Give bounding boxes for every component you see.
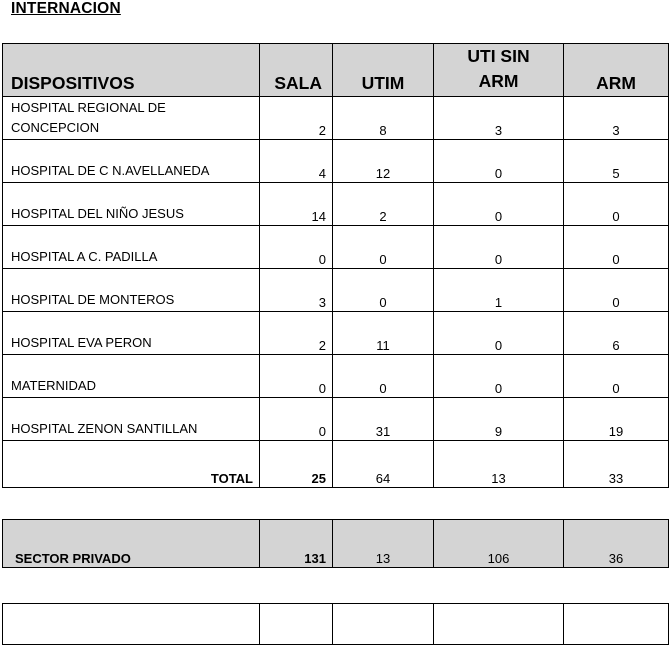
sector-privado-arm: 36 bbox=[564, 520, 669, 568]
empty-cell bbox=[434, 604, 564, 645]
total-sala: 25 bbox=[260, 441, 333, 488]
row-arm: 6 bbox=[564, 312, 669, 355]
table-row bbox=[3, 183, 669, 226]
row-sala: 14 bbox=[260, 183, 333, 226]
internacion-table bbox=[2, 43, 669, 488]
sector-privado-uti-sin-arm: 106 bbox=[434, 520, 564, 568]
row-name-line2: HOSPITAL ZENON SANTILLAN bbox=[11, 421, 198, 436]
row-arm: 19 bbox=[564, 398, 669, 441]
row-name-line2: HOSPITAL DE MONTEROS bbox=[11, 292, 175, 307]
row-uti-sin-arm: 0 bbox=[434, 140, 564, 183]
row-sala: 0 bbox=[260, 226, 333, 269]
row-name-line2: HOSPITAL DEL NIÑO JESUS bbox=[11, 206, 184, 221]
table-row bbox=[3, 269, 669, 312]
row-name bbox=[3, 355, 260, 398]
row-arm: 0 bbox=[564, 183, 669, 226]
header-arm: ARM bbox=[564, 44, 669, 97]
row-sala: 4 bbox=[260, 140, 333, 183]
row-utim: 0 bbox=[333, 269, 434, 312]
row-name bbox=[3, 312, 260, 355]
total-row bbox=[3, 441, 669, 488]
row-uti-sin-arm: 0 bbox=[434, 355, 564, 398]
row-utim: 11 bbox=[333, 312, 434, 355]
header-sala: SALA bbox=[260, 44, 333, 97]
empty-cell bbox=[333, 604, 434, 645]
table-row bbox=[3, 140, 669, 183]
row-utim: 0 bbox=[333, 355, 434, 398]
row-utim: 0 bbox=[333, 226, 434, 269]
row-arm: 3 bbox=[564, 97, 669, 140]
sector-privado-utim: 13 bbox=[333, 520, 434, 568]
total-arm: 33 bbox=[564, 441, 669, 488]
table-row bbox=[3, 226, 669, 269]
row-name bbox=[3, 398, 260, 441]
row-sala: 2 bbox=[260, 97, 333, 140]
row-utim: 31 bbox=[333, 398, 434, 441]
empty-table bbox=[2, 603, 669, 645]
header-uti-sin-arm bbox=[434, 44, 564, 97]
empty-row bbox=[3, 604, 669, 645]
row-name bbox=[3, 226, 260, 269]
header-utim: UTIM bbox=[333, 44, 434, 97]
row-uti-sin-arm: 0 bbox=[434, 226, 564, 269]
sector-privado-sala: 131 bbox=[260, 520, 333, 568]
row-name bbox=[3, 183, 260, 226]
row-uti-sin-arm: 3 bbox=[434, 97, 564, 140]
row-arm: 0 bbox=[564, 226, 669, 269]
empty-cell bbox=[3, 604, 260, 645]
row-utim: 8 bbox=[333, 97, 434, 140]
row-arm: 0 bbox=[564, 269, 669, 312]
row-uti-sin-arm: 0 bbox=[434, 312, 564, 355]
table-header-row bbox=[3, 44, 669, 97]
row-name-line2: HOSPITAL DE C N.AVELLANEDA bbox=[11, 163, 210, 178]
row-sala: 2 bbox=[260, 312, 333, 355]
table-row bbox=[3, 398, 669, 441]
row-uti-sin-arm: 9 bbox=[434, 398, 564, 441]
row-name-line2: CONCEPCION bbox=[11, 120, 100, 135]
row-uti-sin-arm: 0 bbox=[434, 183, 564, 226]
sector-privado-table bbox=[2, 519, 669, 568]
row-sala: 0 bbox=[260, 398, 333, 441]
total-uti-sin-arm: 13 bbox=[434, 441, 564, 488]
row-uti-sin-arm: 1 bbox=[434, 269, 564, 312]
empty-cell bbox=[564, 604, 669, 645]
row-arm: 0 bbox=[564, 355, 669, 398]
row-arm: 5 bbox=[564, 140, 669, 183]
row-name-line2: HOSPITAL A C. PADILLA bbox=[11, 249, 158, 264]
table-row bbox=[3, 97, 669, 140]
total-label: TOTAL bbox=[3, 441, 260, 488]
row-name bbox=[3, 269, 260, 312]
header-uti-sin-arm-label: UTI SIN ARM bbox=[467, 46, 530, 91]
row-sala: 0 bbox=[260, 355, 333, 398]
row-name bbox=[3, 97, 260, 140]
sector-privado-label: SECTOR PRIVADO bbox=[3, 520, 260, 568]
header-dispositivos: DISPOSITIVOS bbox=[3, 44, 260, 97]
row-name-line1: HOSPITAL REGIONAL DE bbox=[11, 100, 166, 115]
table-row bbox=[3, 312, 669, 355]
row-utim: 2 bbox=[333, 183, 434, 226]
row-utim: 12 bbox=[333, 140, 434, 183]
row-name bbox=[3, 140, 260, 183]
row-name-line2: MATERNIDAD bbox=[11, 378, 96, 393]
page-title: INTERNACION bbox=[11, 0, 121, 17]
row-name-line2: HOSPITAL EVA PERON bbox=[11, 335, 152, 350]
sector-privado-row bbox=[3, 520, 669, 568]
table-row bbox=[3, 355, 669, 398]
empty-cell bbox=[260, 604, 333, 645]
row-sala: 3 bbox=[260, 269, 333, 312]
total-utim: 64 bbox=[333, 441, 434, 488]
